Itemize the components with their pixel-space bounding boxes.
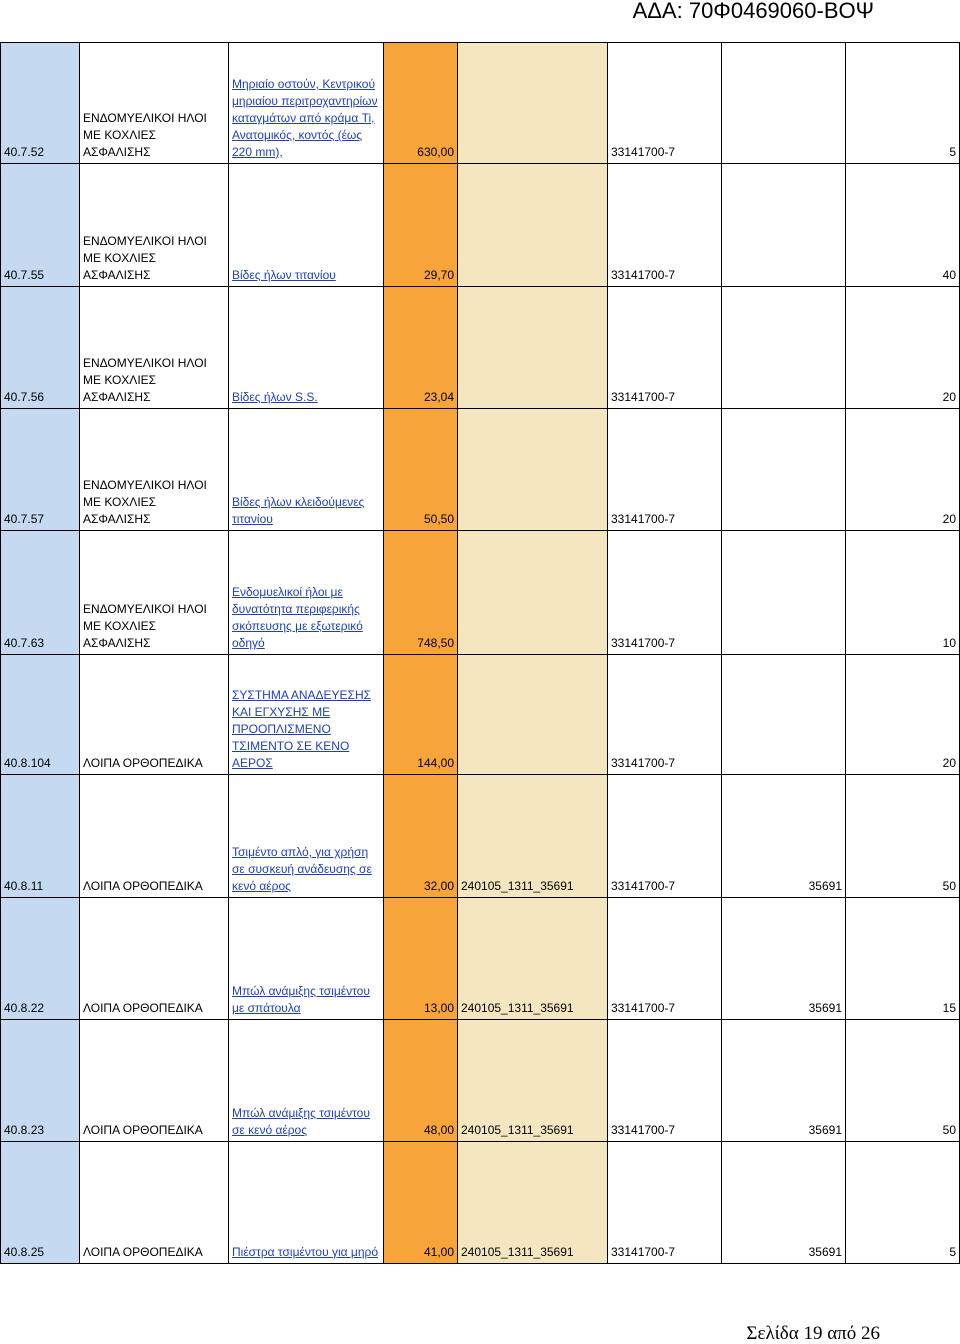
item-category: ΕΝΔΟΜΥΕΛΙΚΟΙ ΗΛΟΙ ΜΕ ΚΟΧΛΙΕΣ ΑΣΦΑΛΙΣΗΣ [80,164,229,287]
item-reference: 240105_1311_35691 [458,898,608,1020]
item-description-link[interactable]: Μηριαίο οστούν, Κεντρικού μηριαίου περιτροχαντηρίων καταγμάτων από κράμα Ti, Ανατομικός, κοντός (έως 220 mm), [232,77,378,159]
item-category: ΛΟΙΠΑ ΟΡΘΟΠΕΔΙΚΑ [80,898,229,1020]
item-category: ΕΝΔΟΜΥΕΛΙΚΟΙ ΗΛΟΙ ΜΕ ΚΟΧΛΙΕΣ ΑΣΦΑΛΙΣΗΣ [80,287,229,409]
table-row [1,898,960,1020]
item-cpv: 33141700-7 [608,287,722,409]
item-price: 748,50 [384,531,458,655]
item-code: 40.8.11 [1,775,80,898]
table-row [1,531,960,655]
item-cpv: 33141700-7 [608,531,722,655]
item-cpv: 33141700-7 [608,898,722,1020]
item-quantity: 40 [846,164,960,287]
item-number [722,409,846,531]
item-price: 13,00 [384,898,458,1020]
item-description-link[interactable]: Ενδομυελικοί ήλοι με δυνατότητα περιφερικής σκόπευσης με εξωτερικό οδηγό [232,585,363,650]
item-cpv: 33141700-7 [608,409,722,531]
item-number [722,655,846,775]
item-description [229,409,384,531]
item-quantity: 5 [846,43,960,164]
item-description-link[interactable]: Τσιμέντο απλό, για χρήση σε συσκευή ανάδευσης σε κενό αέρος [232,845,372,893]
item-cpv: 33141700-7 [608,1142,722,1264]
table-row [1,1142,960,1264]
item-price: 144,00 [384,655,458,775]
table-body [1,43,960,1264]
item-code: 40.7.63 [1,531,80,655]
item-description [229,43,384,164]
item-number [722,164,846,287]
item-reference [458,409,608,531]
items-table [0,42,960,1264]
item-price: 32,00 [384,775,458,898]
item-category: ΕΝΔΟΜΥΕΛΙΚΟΙ ΗΛΟΙ ΜΕ ΚΟΧΛΙΕΣ ΑΣΦΑΛΙΣΗΣ [80,531,229,655]
item-number: 35691 [722,898,846,1020]
item-description-link[interactable]: Βίδες ήλων S.S. [232,390,318,404]
item-description-link[interactable]: Βίδες ήλων κλειδούμενες τιτανίου [232,495,365,526]
item-cpv: 33141700-7 [608,655,722,775]
item-price: 23,04 [384,287,458,409]
item-quantity: 20 [846,287,960,409]
item-category: ΛΟΙΠΑ ΟΡΘΟΠΕΔΙΚΑ [80,1142,229,1264]
item-cpv: 33141700-7 [608,164,722,287]
item-quantity: 20 [846,409,960,531]
item-description-link[interactable]: Βίδες ήλων τιτανίου [232,268,336,282]
table-row [1,287,960,409]
item-description [229,287,384,409]
item-category: ΕΝΔΟΜΥΕΛΙΚΟΙ ΗΛΟΙ ΜΕ ΚΟΧΛΙΕΣ ΑΣΦΑΛΙΣΗΣ [80,409,229,531]
item-description [229,1142,384,1264]
item-reference [458,164,608,287]
item-number [722,531,846,655]
item-number: 35691 [722,1142,846,1264]
item-category: ΕΝΔΟΜΥΕΛΙΚΟΙ ΗΛΟΙ ΜΕ ΚΟΧΛΙΕΣ ΑΣΦΑΛΙΣΗΣ [80,43,229,164]
item-price: 48,00 [384,1020,458,1142]
item-code: 40.7.57 [1,409,80,531]
item-quantity: 10 [846,531,960,655]
item-quantity: 20 [846,655,960,775]
table-row [1,775,960,898]
item-code: 40.7.52 [1,43,80,164]
item-quantity: 50 [846,1020,960,1142]
item-quantity: 15 [846,898,960,1020]
item-category: ΛΟΙΠΑ ΟΡΘΟΠΕΔΙΚΑ [80,1020,229,1142]
table-row [1,409,960,531]
item-cpv: 33141700-7 [608,43,722,164]
item-code: 40.8.25 [1,1142,80,1264]
item-reference [458,287,608,409]
item-description-link[interactable]: Μπώλ ανάμιξης τσιμέντου με σπάτουλα [232,984,370,1015]
item-code: 40.8.23 [1,1020,80,1142]
item-description-link[interactable]: Πιέστρα τσιμέντου για μηρό [232,1245,378,1259]
item-description [229,164,384,287]
item-number: 35691 [722,1020,846,1142]
item-description [229,898,384,1020]
item-reference: 240105_1311_35691 [458,775,608,898]
item-code: 40.8.104 [1,655,80,775]
table-row [1,164,960,287]
item-description-link[interactable]: ΣΥΣΤΗΜΑ ΑΝΑΔΕΥΕΣΗΣ ΚΑΙ ΕΓΧΥΣΗΣ ΜΕ ΠΡΟΟΠΛΙΣΜΕΝΟ ΤΣΙΜΕΝΤΟ ΣΕ ΚΕΝΟ ΑΕΡΟΣ [232,688,372,770]
item-price: 41,00 [384,1142,458,1264]
table-row [1,43,960,164]
item-reference [458,531,608,655]
item-description [229,1020,384,1142]
table-row [1,655,960,775]
item-cpv: 33141700-7 [608,775,722,898]
item-reference [458,655,608,775]
item-code: 40.7.56 [1,287,80,409]
item-price: 29,70 [384,164,458,287]
item-number [722,43,846,164]
item-price: 630,00 [384,43,458,164]
item-price: 50,50 [384,409,458,531]
table-row [1,1020,960,1142]
item-reference: 240105_1311_35691 [458,1020,608,1142]
item-description [229,775,384,898]
item-number [722,287,846,409]
item-category: ΛΟΙΠΑ ΟΡΘΟΠΕΔΙΚΑ [80,775,229,898]
item-category: ΛΟΙΠΑ ΟΡΘΟΠΕΔΙΚΑ [80,655,229,775]
page-footer: Σελίδα 19 από 26 [746,1323,880,1344]
item-code: 40.7.55 [1,164,80,287]
item-reference [458,43,608,164]
item-number: 35691 [722,775,846,898]
item-reference: 240105_1311_35691 [458,1142,608,1264]
item-description-link[interactable]: Μπώλ ανάμιξης τσιμέντου σε κενό αέρος [232,1106,370,1137]
item-description [229,531,384,655]
item-quantity: 5 [846,1142,960,1264]
item-cpv: 33141700-7 [608,1020,722,1142]
item-code: 40.8.22 [1,898,80,1020]
item-quantity: 50 [846,775,960,898]
ada-header: ΑΔΑ: 70Φ0469060-ΒΟΨ [632,0,874,23]
item-description [229,655,384,775]
